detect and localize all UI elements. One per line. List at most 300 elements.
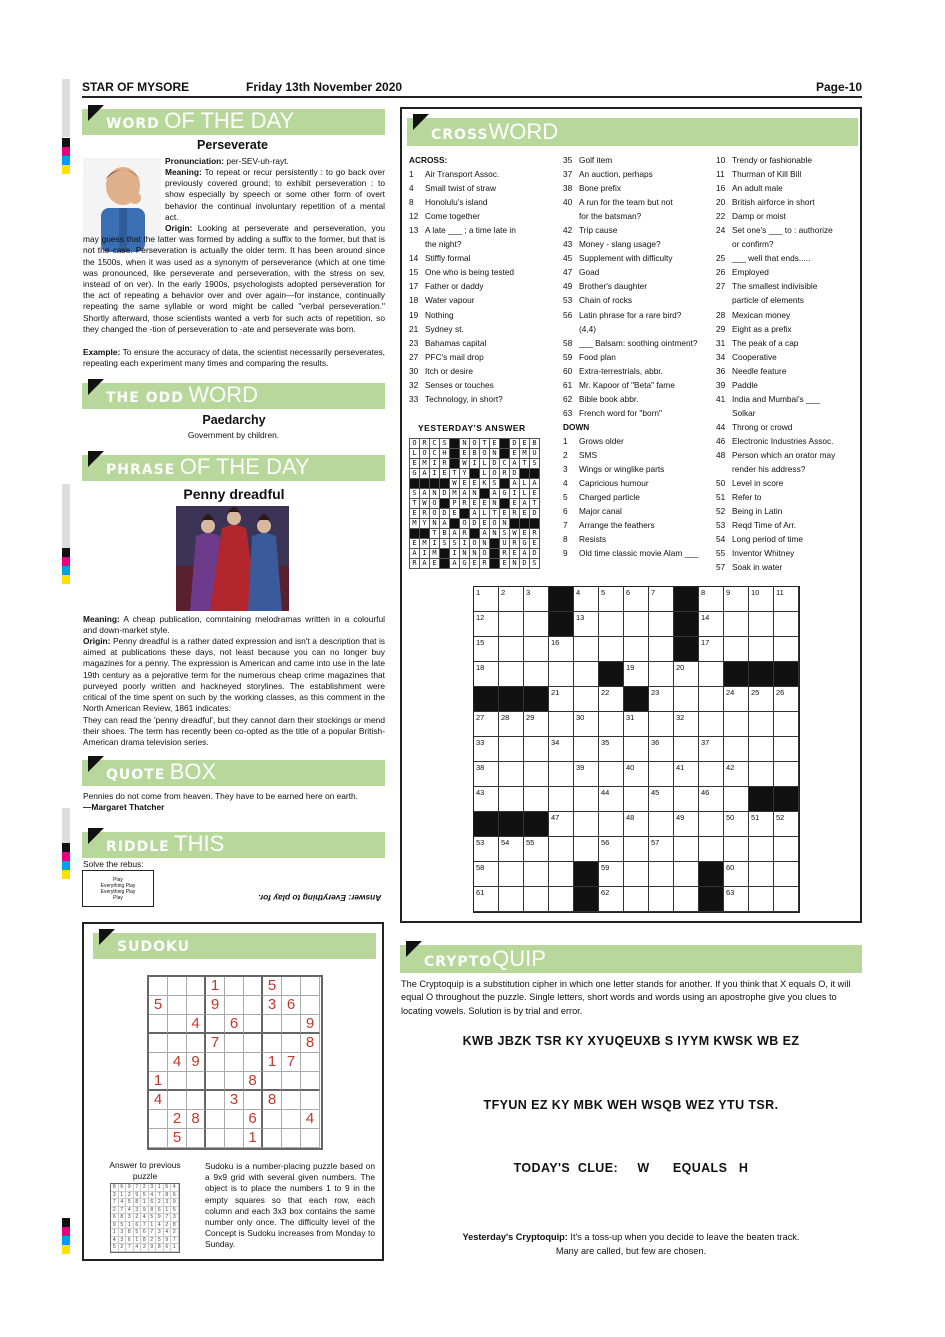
grid-cell[interactable]: 40: [624, 762, 649, 787]
color-registration-marks: [62, 843, 70, 879]
sudoku-cell[interactable]: [149, 1034, 168, 1053]
grid-cell[interactable]: [549, 762, 574, 787]
sudoku-cell[interactable]: [301, 1053, 320, 1072]
grid-cell[interactable]: 7: [649, 587, 674, 612]
grid-cell[interactable]: [574, 662, 599, 687]
grid-cell[interactable]: [599, 712, 624, 737]
answer-cell: R: [510, 509, 520, 519]
sudoku-cell[interactable]: 3: [263, 996, 282, 1015]
grid-cell[interactable]: [549, 837, 574, 862]
sudoku-cell[interactable]: [282, 977, 301, 996]
grid-cell[interactable]: 63: [724, 887, 749, 912]
sudoku-cell[interactable]: [282, 1091, 301, 1110]
grid-cell[interactable]: 56: [599, 837, 624, 862]
grid-cell[interactable]: [524, 662, 549, 687]
sudoku-cell[interactable]: [263, 1015, 282, 1034]
grid-cell[interactable]: [699, 712, 724, 737]
sudoku-cell[interactable]: [244, 977, 263, 996]
grid-cell[interactable]: 8: [699, 587, 724, 612]
answer-cell: R: [500, 469, 510, 479]
grid-cell[interactable]: [499, 762, 524, 787]
grid-cell[interactable]: [674, 862, 699, 887]
answer-black-square: [530, 519, 540, 529]
grid-cell[interactable]: [599, 612, 624, 637]
grid-cell[interactable]: [499, 787, 524, 812]
sudoku-cell[interactable]: 8: [187, 1110, 206, 1129]
cipher-line-2: TFYUN EZ KY MBK WEH WSQB WEZ YTU TSR.: [483, 1098, 779, 1112]
grid-cell[interactable]: 36: [649, 737, 674, 762]
answer-cell: S: [450, 539, 460, 549]
clues-across-col1: [409, 153, 554, 406]
sudoku-answer-cell: 3: [119, 1229, 127, 1237]
grid-cell[interactable]: [574, 787, 599, 812]
grid-cell[interactable]: 52: [774, 812, 799, 837]
sudoku-cell[interactable]: [206, 1091, 225, 1110]
grid-cell[interactable]: [724, 737, 749, 762]
grid-cell[interactable]: [674, 787, 699, 812]
grid-cell[interactable]: 39: [574, 762, 599, 787]
grid-cell[interactable]: 55: [524, 837, 549, 862]
grid-cell[interactable]: [749, 712, 774, 737]
grid-cell[interactable]: [574, 637, 599, 662]
sudoku-cell[interactable]: 2: [168, 1110, 187, 1129]
sudoku-cell[interactable]: [225, 996, 244, 1015]
grid-cell[interactable]: 47: [549, 812, 574, 837]
sudoku-cell[interactable]: 5: [149, 996, 168, 1015]
grid-cell[interactable]: 19: [624, 662, 649, 687]
sudoku-cell[interactable]: [244, 996, 263, 1015]
answer-black-square: [450, 519, 460, 529]
grid-cell[interactable]: 44: [599, 787, 624, 812]
sudoku-cell[interactable]: 6: [225, 1015, 244, 1034]
grid-cell[interactable]: 57: [649, 837, 674, 862]
sudoku-cell[interactable]: [225, 977, 244, 996]
black-square: [674, 612, 699, 637]
sudoku-cell[interactable]: 8: [263, 1091, 282, 1110]
grid-cell[interactable]: 14: [699, 612, 724, 637]
grid-cell[interactable]: [774, 637, 799, 662]
grid-cell[interactable]: [674, 837, 699, 862]
grid-cell[interactable]: [724, 837, 749, 862]
sudoku-cell[interactable]: [149, 1053, 168, 1072]
answer-black-square: [430, 479, 440, 489]
sudoku-cell[interactable]: 6: [282, 996, 301, 1015]
sudoku-answer-cell: 3: [156, 1229, 164, 1237]
sudoku-answer-cell: 2: [126, 1192, 134, 1200]
answer-cell: C: [430, 439, 440, 449]
grid-cell[interactable]: 42: [724, 762, 749, 787]
clue: 52 Being in Latin: [716, 506, 783, 517]
grid-cell[interactable]: [749, 737, 774, 762]
grid-cell[interactable]: 62: [599, 887, 624, 912]
grid-cell[interactable]: 32: [674, 712, 699, 737]
sudoku-cell[interactable]: [225, 1110, 244, 1129]
sudoku-cell[interactable]: 9: [187, 1053, 206, 1072]
answer-black-square: [450, 449, 460, 459]
sudoku-answer-cell: 7: [156, 1192, 164, 1200]
grid-cell[interactable]: [699, 812, 724, 837]
grid-cell[interactable]: 28: [499, 712, 524, 737]
black-square: [574, 862, 599, 887]
answer-cell: E: [490, 439, 500, 449]
sudoku-cell[interactable]: 1: [206, 977, 225, 996]
sudoku-cell[interactable]: 5: [263, 977, 282, 996]
grid-cell[interactable]: [749, 837, 774, 862]
grid-cell[interactable]: [549, 662, 574, 687]
grid-cell[interactable]: 12: [474, 612, 499, 637]
answer-black-square: [440, 549, 450, 559]
sudoku-cell[interactable]: [282, 1015, 301, 1034]
grid-cell[interactable]: [549, 787, 574, 812]
grid-cell[interactable]: [774, 862, 799, 887]
clue: particle of elements: [732, 295, 804, 306]
clue: 36 Needle feature: [716, 365, 787, 376]
sudoku-cell[interactable]: 7: [282, 1053, 301, 1072]
rebus-line: Play: [113, 895, 123, 901]
grid-cell[interactable]: 9: [724, 587, 749, 612]
sudoku-cell[interactable]: 1: [263, 1053, 282, 1072]
grid-cell[interactable]: [674, 737, 699, 762]
sudoku-cell[interactable]: [263, 1110, 282, 1129]
sudoku-cell[interactable]: [263, 1034, 282, 1053]
clue: 58 ___ Balsam: soothing ointment?: [563, 337, 698, 348]
grid-cell[interactable]: [649, 887, 674, 912]
grid-cell[interactable]: 24: [724, 687, 749, 712]
grid-cell[interactable]: [774, 887, 799, 912]
sudoku-cell[interactable]: [206, 1015, 225, 1034]
grid-cell[interactable]: [649, 612, 674, 637]
grid-cell[interactable]: 30: [574, 712, 599, 737]
sudoku-cell[interactable]: [206, 1053, 225, 1072]
grid-cell[interactable]: 35: [599, 737, 624, 762]
grid-cell[interactable]: 33: [474, 737, 499, 762]
black-square: [574, 887, 599, 912]
sudoku-cell[interactable]: [187, 977, 206, 996]
black-square: [699, 862, 724, 887]
grid-cell[interactable]: 17: [699, 637, 724, 662]
answer-cell: S: [440, 539, 450, 549]
sudoku-cell[interactable]: 1: [149, 1072, 168, 1091]
sudoku-answer-cell: 7: [171, 1237, 179, 1245]
grid-cell[interactable]: [524, 762, 549, 787]
grid-cell[interactable]: [649, 712, 674, 737]
sudoku-cell[interactable]: [244, 1053, 263, 1072]
grid-cell[interactable]: 20: [674, 662, 699, 687]
grid-cell[interactable]: 46: [699, 787, 724, 812]
sudoku-cell[interactable]: [263, 1072, 282, 1091]
grid-cell[interactable]: 5: [599, 587, 624, 612]
grid-cell[interactable]: 38: [474, 762, 499, 787]
header-small: RIDDLE: [106, 839, 170, 855]
grid-cell[interactable]: 51: [749, 812, 774, 837]
grid-cell[interactable]: 23: [649, 687, 674, 712]
grid-cell[interactable]: 16: [549, 637, 574, 662]
grid-cell[interactable]: [774, 712, 799, 737]
sudoku-cell[interactable]: [149, 977, 168, 996]
sudoku-answer-cell: 7: [141, 1222, 149, 1230]
grid-cell[interactable]: [649, 812, 674, 837]
sudoku-cell[interactable]: 8: [301, 1034, 320, 1053]
sudoku-cell[interactable]: 1: [244, 1129, 263, 1148]
grid-cell[interactable]: [699, 762, 724, 787]
grid-cell[interactable]: 18: [474, 662, 499, 687]
grid-cell[interactable]: [524, 887, 549, 912]
sudoku-cell[interactable]: 7: [206, 1034, 225, 1053]
grid-cell[interactable]: [499, 662, 524, 687]
grid-cell[interactable]: 50: [724, 812, 749, 837]
sudoku-cell[interactable]: [263, 1129, 282, 1148]
black-square: [474, 687, 499, 712]
sudoku-cell[interactable]: [206, 1129, 225, 1148]
grid-cell[interactable]: [574, 687, 599, 712]
clue: 39 Paddle: [716, 379, 758, 390]
sudoku-answer-cell: 1: [119, 1192, 127, 1200]
grid-cell[interactable]: [499, 887, 524, 912]
grid-cell[interactable]: [499, 862, 524, 887]
grid-cell[interactable]: [549, 712, 574, 737]
answer-cell: E: [470, 559, 480, 569]
grid-cell[interactable]: 4: [574, 587, 599, 612]
answer-cell: S: [530, 559, 540, 569]
grid-cell[interactable]: [649, 762, 674, 787]
grid-cell[interactable]: [749, 637, 774, 662]
sudoku-cell[interactable]: [225, 1034, 244, 1053]
sudoku-cell[interactable]: [149, 1110, 168, 1129]
grid-cell[interactable]: [649, 862, 674, 887]
sudoku-cell[interactable]: 5: [168, 1129, 187, 1148]
sudoku-cell[interactable]: [187, 1072, 206, 1091]
grid-cell[interactable]: 21: [549, 687, 574, 712]
sudoku-cell[interactable]: [187, 1091, 206, 1110]
sudoku-header: [93, 933, 376, 959]
grid-cell[interactable]: 43: [474, 787, 499, 812]
clue: 48 Person which an orator may: [716, 449, 836, 460]
sudoku-cell[interactable]: [301, 1129, 320, 1148]
grid-cell[interactable]: 53: [474, 837, 499, 862]
clue: 34 Cooperative: [716, 351, 777, 362]
penny-dreadful-image: [176, 506, 289, 611]
grid-cell[interactable]: [624, 612, 649, 637]
sudoku-cell[interactable]: [301, 1091, 320, 1110]
answer-cell: I: [460, 539, 470, 549]
sudoku-cell[interactable]: [282, 1072, 301, 1091]
grid-cell[interactable]: [674, 887, 699, 912]
grid-cell[interactable]: 37: [699, 737, 724, 762]
grid-cell[interactable]: 58: [474, 862, 499, 887]
answer-cell: E: [460, 449, 470, 459]
answer-cell: A: [530, 479, 540, 489]
sudoku-answer-cell: 9: [134, 1192, 142, 1200]
answer-cell: E: [520, 439, 530, 449]
grid-cell[interactable]: [699, 687, 724, 712]
grid-cell[interactable]: [749, 762, 774, 787]
grid-cell[interactable]: 6: [624, 587, 649, 612]
answer-cell: E: [500, 559, 510, 569]
grid-cell[interactable]: [749, 887, 774, 912]
grid-cell[interactable]: 48: [624, 812, 649, 837]
grid-cell[interactable]: [699, 837, 724, 862]
grid-cell[interactable]: [624, 737, 649, 762]
sudoku-cell[interactable]: [206, 1110, 225, 1129]
grid-cell[interactable]: [774, 737, 799, 762]
grid-cell[interactable]: [774, 762, 799, 787]
sudoku-cell[interactable]: 4: [168, 1053, 187, 1072]
grid-cell[interactable]: 45: [649, 787, 674, 812]
sudoku-cell[interactable]: [244, 1034, 263, 1053]
sudoku-cell[interactable]: [244, 1091, 263, 1110]
clue: 33 Technology, in short?: [409, 393, 503, 404]
black-square: [674, 637, 699, 662]
sudoku-cell[interactable]: [301, 977, 320, 996]
grid-cell[interactable]: [574, 812, 599, 837]
black-square: [599, 662, 624, 687]
sudoku-answer-cell: 1: [149, 1222, 157, 1230]
answer-cell: E: [480, 499, 490, 509]
sudoku-cell[interactable]: [225, 1129, 244, 1148]
grid-cell[interactable]: 11: [774, 587, 799, 612]
sudoku-answer-cell: 1: [134, 1237, 142, 1245]
yesterday-cryptoquip: Yesterday's Cryptoquip: It's a toss-up when you decide to leave the beaten track. Many are called, but few are chosen.: [462, 1232, 800, 1256]
header-big: BOX: [169, 759, 217, 784]
grid-cell[interactable]: [749, 612, 774, 637]
sudoku-cell[interactable]: [168, 1015, 187, 1034]
sudoku-cell[interactable]: [225, 1072, 244, 1091]
grid-cell[interactable]: 22: [599, 687, 624, 712]
grid-cell[interactable]: [524, 612, 549, 637]
sudoku-cell[interactable]: [282, 1129, 301, 1148]
answer-cell: W: [510, 529, 520, 539]
black-square: [524, 812, 549, 837]
sudoku-cell[interactable]: [282, 1034, 301, 1053]
grid-cell[interactable]: [649, 637, 674, 662]
grid-cell[interactable]: 25: [749, 687, 774, 712]
clue: 8 Resists: [563, 534, 607, 545]
grid-cell[interactable]: 59: [599, 862, 624, 887]
grid-cell[interactable]: [724, 637, 749, 662]
grid-cell[interactable]: [624, 837, 649, 862]
grid-cell[interactable]: [624, 862, 649, 887]
grid-cell[interactable]: [724, 787, 749, 812]
sudoku-answer-cell: 9: [111, 1222, 119, 1230]
grid-cell[interactable]: [549, 887, 574, 912]
sudoku-cell[interactable]: [225, 1053, 244, 1072]
grid-cell[interactable]: [499, 737, 524, 762]
grid-cell[interactable]: [774, 837, 799, 862]
grid-cell[interactable]: 2: [499, 587, 524, 612]
sudoku-answer-cell: 4: [126, 1207, 134, 1215]
sudoku-cell[interactable]: 8: [244, 1072, 263, 1091]
grid-cell[interactable]: 15: [474, 637, 499, 662]
sudoku-answer-cell: 4: [156, 1222, 164, 1230]
sudoku-cell[interactable]: [168, 1072, 187, 1091]
sudoku-cell[interactable]: 4: [149, 1091, 168, 1110]
grid-cell[interactable]: [599, 812, 624, 837]
grid-cell[interactable]: 26: [774, 687, 799, 712]
grid-cell[interactable]: [499, 612, 524, 637]
grid-cell[interactable]: [724, 712, 749, 737]
sudoku-cell[interactable]: [301, 996, 320, 1015]
grid-cell[interactable]: 31: [624, 712, 649, 737]
sudoku-cell[interactable]: [168, 996, 187, 1015]
grid-cell[interactable]: [524, 637, 549, 662]
sudoku-cell[interactable]: 4: [301, 1110, 320, 1129]
grid-cell[interactable]: [524, 737, 549, 762]
clue: 56 Latin phrase for a rare bird?: [563, 309, 682, 320]
sudoku-cell[interactable]: [149, 1015, 168, 1034]
sudoku-answer-cell: 3: [164, 1199, 172, 1207]
answer-cell: D: [440, 489, 450, 499]
grid-cell[interactable]: 27: [474, 712, 499, 737]
grid-cell[interactable]: [699, 662, 724, 687]
grid-cell[interactable]: [574, 737, 599, 762]
sudoku-cell[interactable]: [244, 1015, 263, 1034]
sudoku-cell[interactable]: [187, 1129, 206, 1148]
grid-cell[interactable]: [624, 787, 649, 812]
grid-cell[interactable]: [624, 887, 649, 912]
grid-cell[interactable]: 61: [474, 887, 499, 912]
sudoku-cell[interactable]: [187, 996, 206, 1015]
grid-cell[interactable]: [674, 687, 699, 712]
grid-cell[interactable]: [549, 862, 574, 887]
answer-cell: N: [480, 539, 490, 549]
grid-cell[interactable]: 34: [549, 737, 574, 762]
answer-cell: L: [480, 509, 490, 519]
answer-black-square: [410, 479, 420, 489]
answer-cell: E: [450, 509, 460, 519]
grid-cell[interactable]: 1: [474, 587, 499, 612]
grid-cell[interactable]: 10: [749, 587, 774, 612]
grid-cell[interactable]: [599, 762, 624, 787]
sudoku-cell[interactable]: [168, 1034, 187, 1053]
answer-cell: E: [530, 489, 540, 499]
sudoku-cell[interactable]: 9: [301, 1015, 320, 1034]
grid-cell[interactable]: 3: [524, 587, 549, 612]
sudoku-cell[interactable]: 4: [187, 1015, 206, 1034]
grid-cell[interactable]: 60: [724, 862, 749, 887]
grid-cell[interactable]: [499, 637, 524, 662]
grid-cell[interactable]: [624, 637, 649, 662]
answer-black-square: [460, 509, 470, 519]
sudoku-cell[interactable]: [168, 977, 187, 996]
answer-cell: M: [410, 519, 420, 529]
grid-cell[interactable]: [649, 662, 674, 687]
grid-cell[interactable]: 29: [524, 712, 549, 737]
grid-cell[interactable]: 41: [674, 762, 699, 787]
sudoku-cell[interactable]: 9: [206, 996, 225, 1015]
sudoku-cell[interactable]: [168, 1091, 187, 1110]
sudoku-cell[interactable]: [206, 1072, 225, 1091]
grid-cell[interactable]: 54: [499, 837, 524, 862]
sudoku-cell[interactable]: 3: [225, 1091, 244, 1110]
grid-cell[interactable]: [724, 612, 749, 637]
grid-cell[interactable]: [524, 787, 549, 812]
sudoku-cell[interactable]: 6: [244, 1110, 263, 1129]
sudoku-cell[interactable]: [149, 1129, 168, 1148]
sudoku-answer-cell: 8: [149, 1207, 157, 1215]
grid-cell[interactable]: [524, 862, 549, 887]
grid-cell[interactable]: [774, 612, 799, 637]
sudoku-cell[interactable]: [282, 1110, 301, 1129]
answer-black-square: [500, 439, 510, 449]
grid-cell[interactable]: [749, 862, 774, 887]
grid-cell[interactable]: [599, 637, 624, 662]
grid-cell[interactable]: [574, 837, 599, 862]
sudoku-cell[interactable]: [301, 1072, 320, 1091]
rebus-line: Play: [113, 877, 123, 883]
sudoku-cell[interactable]: [187, 1034, 206, 1053]
grid-cell[interactable]: 13: [574, 612, 599, 637]
grid-cell[interactable]: 49: [674, 812, 699, 837]
